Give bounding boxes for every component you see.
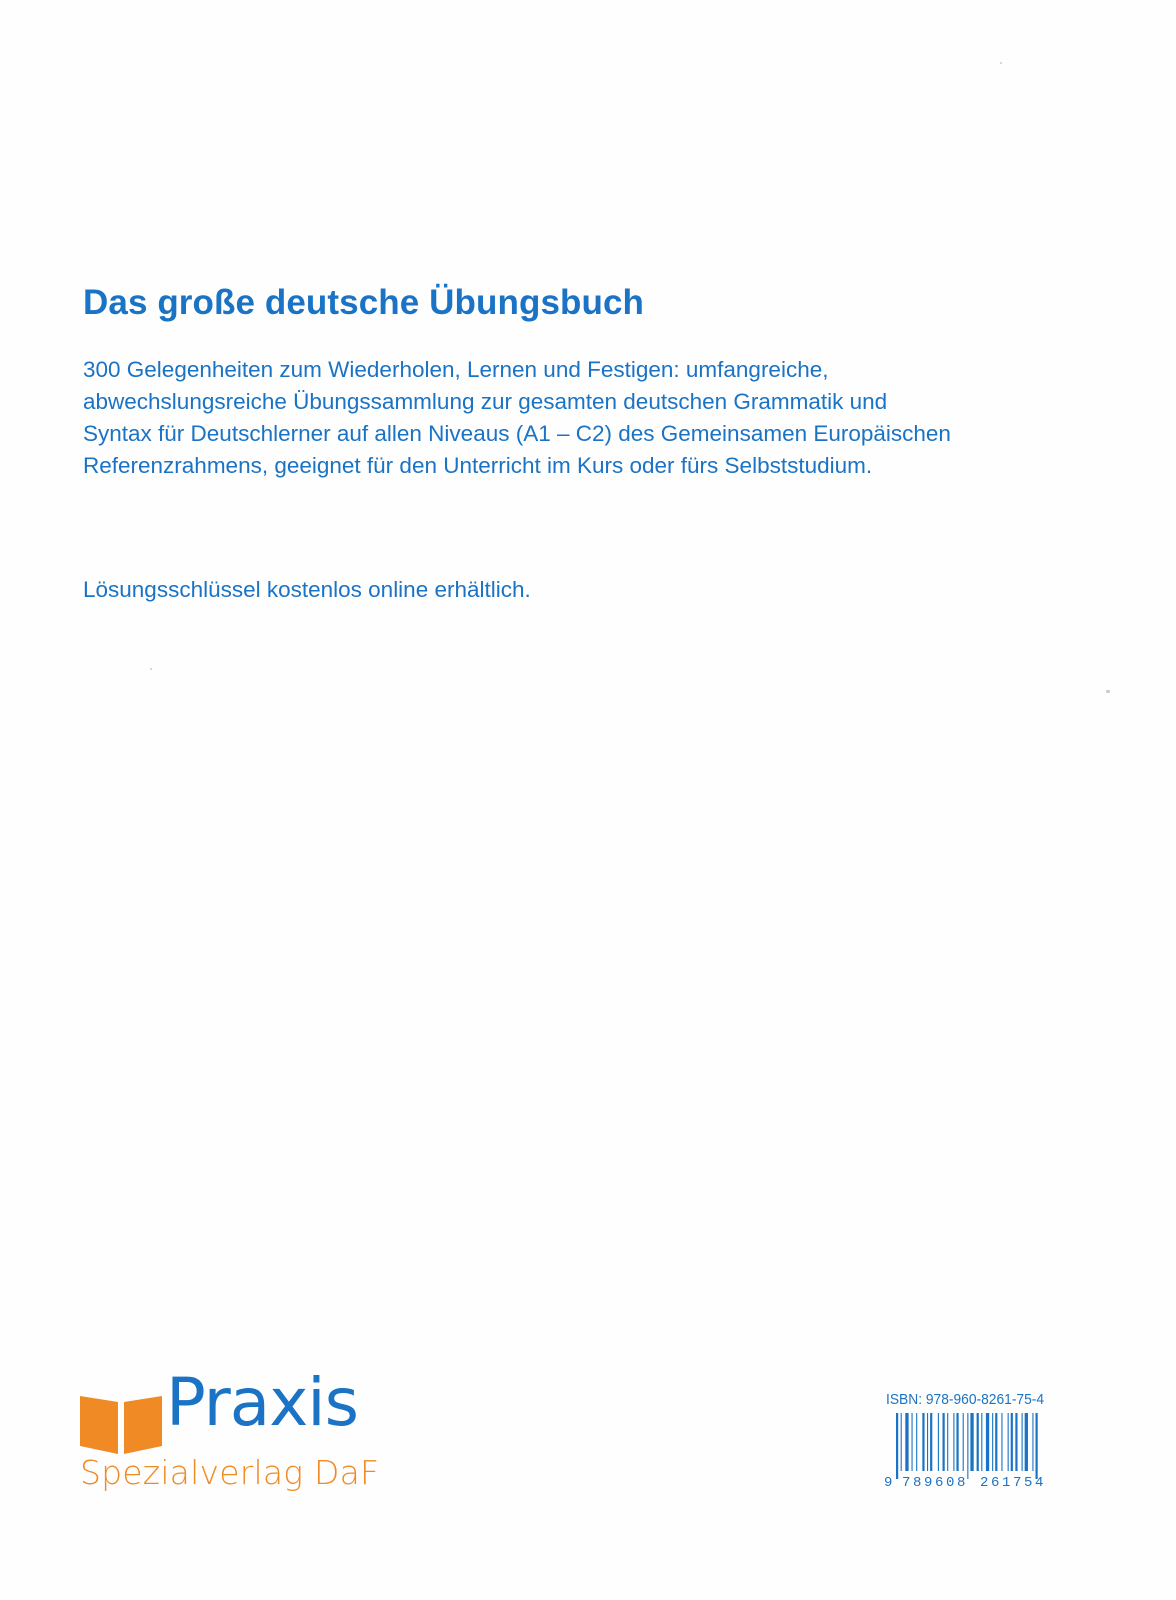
barcode-bar: [1001, 1413, 1002, 1471]
barcode-bar: [1015, 1413, 1017, 1471]
barcode-bar: [947, 1413, 948, 1471]
barcode-bar: [896, 1413, 898, 1479]
barcode-bar: [1011, 1413, 1013, 1471]
barcode-bar: [977, 1413, 979, 1471]
barcode-icon: [884, 1413, 1070, 1479]
isbn-barcode: [884, 1391, 1070, 1501]
barcode-bar: [912, 1413, 913, 1471]
description-line-1: 300 Gelegenheiten zum Wiederholen, Lernen und Festigen: umfangreiche,: [83, 357, 829, 382]
publisher-subtitle: Spezialverlag DaF: [80, 1453, 380, 1492]
barcode-bar: [901, 1413, 902, 1471]
dust-speck: [150, 668, 152, 670]
barcode-bar: [953, 1413, 954, 1471]
barcode-bar: [956, 1413, 958, 1471]
publisher-name: Praxis: [166, 1364, 358, 1441]
barcode-bar: [986, 1413, 989, 1471]
barcode-bar: [938, 1413, 939, 1471]
barcode-bar: [1036, 1413, 1038, 1479]
barcode-bar: [943, 1413, 945, 1471]
barcode-bar: [981, 1413, 982, 1471]
publisher-logo: [80, 1364, 410, 1508]
barcode-bar: [992, 1413, 993, 1471]
barcode-bar: [1025, 1413, 1028, 1471]
isbn-label: ISBN: 978-960-8261-75-4: [886, 1391, 1045, 1408]
description-line-2: abwechslungsreiche Übungssammlung zur gesamten deutschen Grammatik und: [83, 389, 888, 414]
barcode-bar: [995, 1413, 997, 1471]
barcode-bar: [963, 1413, 964, 1471]
barcode-bar: [916, 1413, 917, 1471]
barcode-bar: [1022, 1413, 1023, 1471]
barcode-digits-left: 789608: [902, 1475, 969, 1491]
dust-speck: [1000, 62, 1002, 64]
barcode-bar: [970, 1413, 973, 1471]
barcode-bar: [1008, 1413, 1009, 1471]
dust-speck: [1106, 690, 1110, 693]
barcode-bar: [922, 1413, 924, 1471]
barcode-bar: [967, 1413, 968, 1479]
solutions-note: Lösungsschlüssel kostenlos online erhältlich.: [83, 577, 531, 602]
open-book-icon: [80, 1388, 162, 1454]
book-description: [83, 354, 1103, 482]
description-line-3: Syntax für Deutschlerner auf allen Niveaus (A1 – C2) des Gemeinsamen Europäischen: [83, 421, 951, 446]
book-title: Das große deutsche Übungsbuch: [83, 283, 645, 322]
barcode-digits-right: 261754: [980, 1475, 1047, 1491]
barcode-bar: [905, 1413, 908, 1471]
barcode-bar: [927, 1413, 928, 1471]
barcode-bar: [930, 1413, 932, 1471]
barcode-bar: [1032, 1413, 1033, 1471]
description-line-4: Referenzrahmens, geeignet für den Unterricht im Kurs oder fürs Selbststudium.: [83, 453, 873, 478]
barcode-digit-first: 9: [884, 1475, 893, 1491]
